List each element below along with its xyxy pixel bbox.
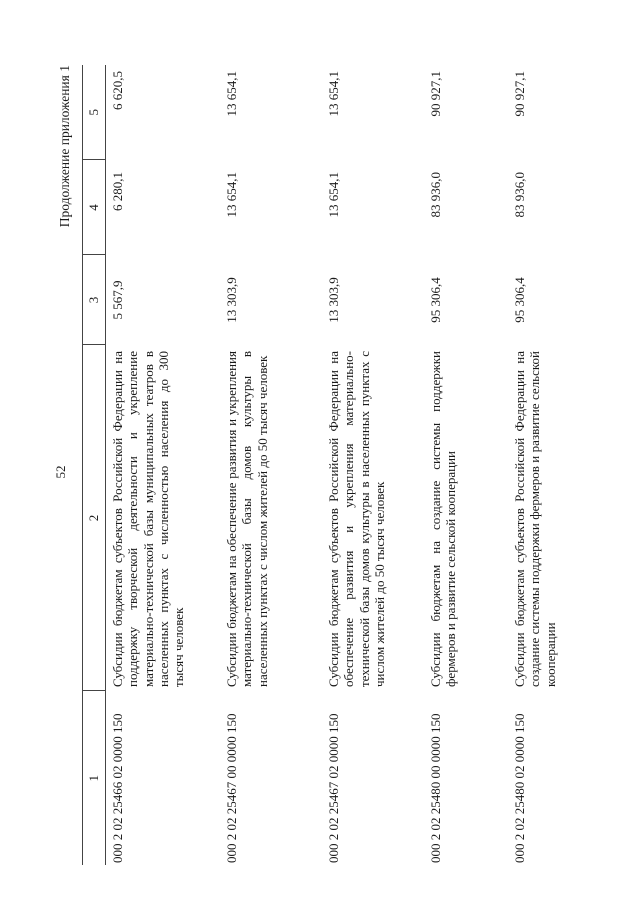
column-header-5: 5 xyxy=(83,65,106,160)
value-col-5: 90 927,1 xyxy=(428,71,443,117)
table-row xyxy=(322,65,424,865)
table-row xyxy=(424,65,508,865)
value-col-3: 95 306,4 xyxy=(512,277,527,323)
page-number: 52 xyxy=(53,465,68,479)
column-header-3: 3 xyxy=(83,255,106,345)
appendix-table xyxy=(82,65,574,865)
value-col-4: 13 654,1 xyxy=(326,172,341,218)
value-col-4: 13 654,1 xyxy=(224,172,239,218)
budget-code: 000 2 02 25467 00 0000 150 xyxy=(224,713,239,863)
value-col-4: 83 936,0 xyxy=(512,172,527,218)
budget-code: 000 2 02 25467 02 0000 150 xyxy=(326,713,341,863)
row-description: Субсидии бюджетам на обеспечение развития и укрепления материально-технической базы домов культуры в населенных пунктах с числом жителей до 50 тысяч человек xyxy=(224,351,270,687)
value-col-3: 5 567,9 xyxy=(110,280,125,320)
value-col-3: 13 303,9 xyxy=(326,277,341,323)
header-row xyxy=(83,65,106,865)
budget-code: 000 2 02 25480 00 0000 150 xyxy=(428,713,443,863)
column-header-1: 1 xyxy=(83,691,106,865)
continuation-caption: Продолжение приложения 1 xyxy=(57,65,72,228)
row-description: Субсидии бюджетам на создание системы поддержки фермеров и развитие сельской кооперации xyxy=(428,351,459,687)
budget-code: 000 2 02 25466 02 0000 150 xyxy=(110,713,125,863)
budget-code: 000 2 02 25480 02 0000 150 xyxy=(512,713,527,863)
value-col-4: 6 280,1 xyxy=(110,172,125,211)
table-row xyxy=(106,65,221,865)
row-description: Субсидии бюджетам субъектов Российской Федерации на создание системы поддержки фермеров и развитие сельской кооперации xyxy=(512,351,558,687)
value-col-4: 83 936,0 xyxy=(428,172,443,218)
column-header-4: 4 xyxy=(83,160,106,255)
row-description: Субсидии бюджетам субъектов Российской Федерации на поддержку творческой деятельности и укрепление материально-технической базы муниципальных театров в населенных пунктах с численностью населения до 300 тысяч человек xyxy=(110,351,187,687)
table-row xyxy=(508,65,574,865)
row-description: Субсидии бюджетам субъектов Российской Федерации на обеспечение развития и укрепления материально-технической базы домов культуры в населенных пунктах с числом жителей до 50 тысяч человек xyxy=(326,351,387,687)
table-row xyxy=(220,65,322,865)
value-col-5: 13 654,1 xyxy=(224,71,239,117)
column-header-2: 2 xyxy=(83,345,106,691)
value-col-5: 13 654,1 xyxy=(326,71,341,117)
value-col-3: 13 303,9 xyxy=(224,277,239,323)
value-col-5: 90 927,1 xyxy=(512,71,527,117)
value-col-5: 6 620,5 xyxy=(110,71,125,110)
value-col-3: 95 306,4 xyxy=(428,277,443,323)
